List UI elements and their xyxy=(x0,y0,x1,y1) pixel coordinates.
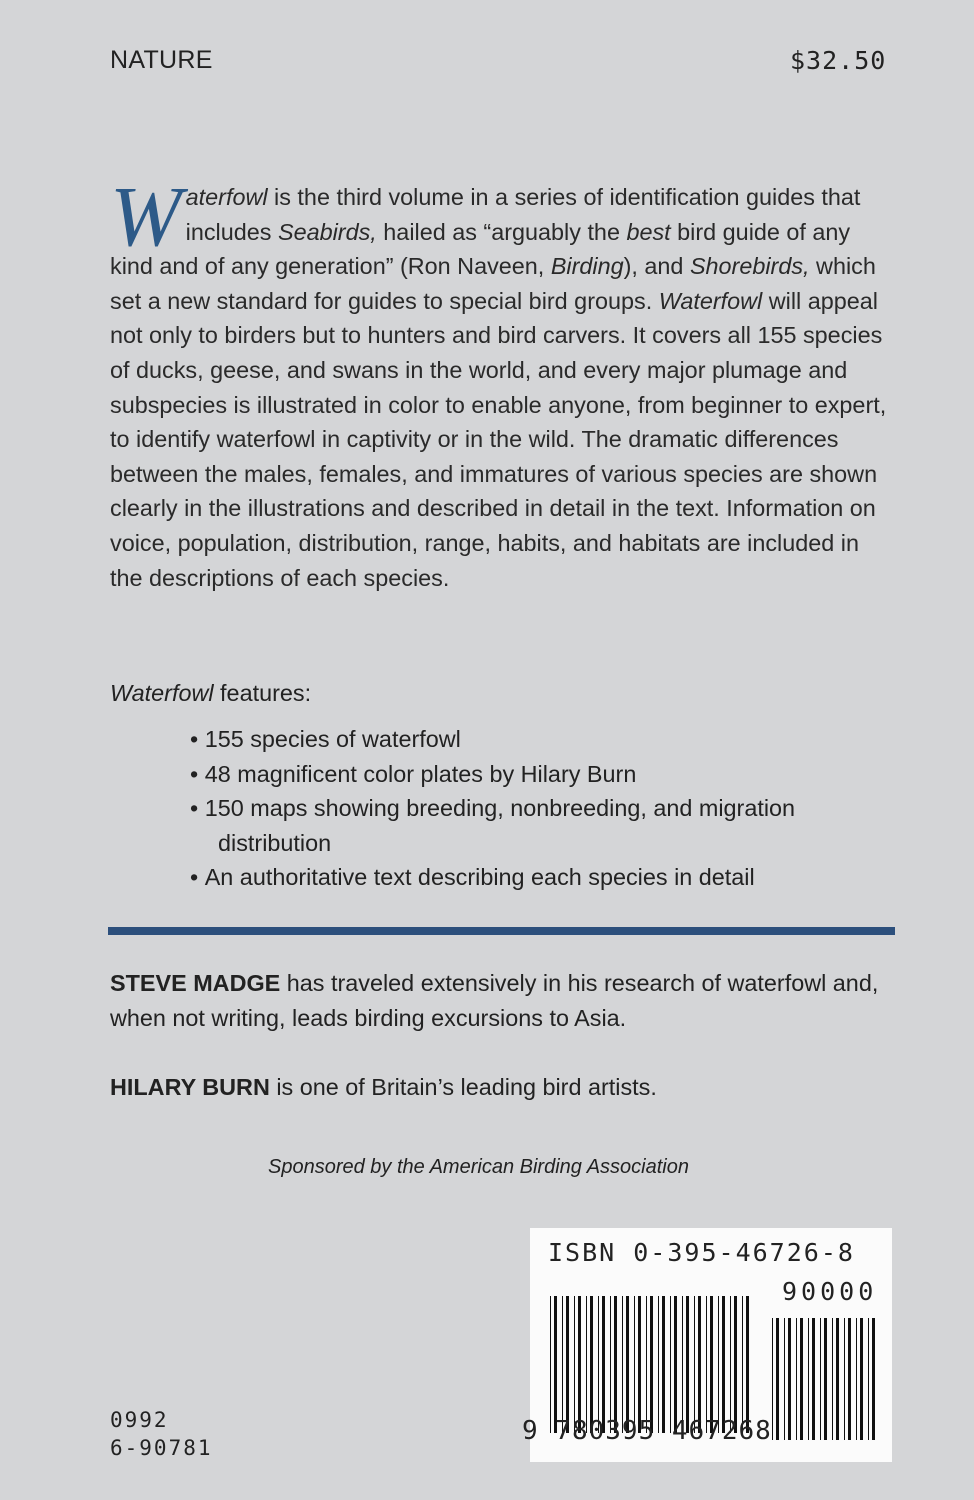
feature-text: 155 species of waterfowl xyxy=(204,726,461,752)
barcode-bar xyxy=(734,1296,737,1433)
intro-segment: Shorebirds, xyxy=(689,253,810,280)
barcode-bar xyxy=(872,1318,875,1440)
features-list xyxy=(190,722,890,895)
barcode-bar xyxy=(638,1296,641,1433)
divider-rule xyxy=(108,927,895,935)
illustrator-bio-text: is one of Britain’s leading bird artists. xyxy=(269,1074,657,1100)
intro-segment: best xyxy=(626,218,671,245)
feature-item: • 48 magnificent color plates by Hilary Burn xyxy=(190,760,637,787)
barcode-bar xyxy=(646,1296,647,1433)
barcode-bar xyxy=(836,1318,839,1440)
barcode-bar xyxy=(860,1318,863,1440)
feature-text: An authoritative text describing each species in detail xyxy=(204,864,755,891)
barcode-bar xyxy=(598,1296,599,1433)
feature-text: 150 maps showing breeding, nonbreeding, and migration distribution xyxy=(204,795,796,856)
intro-segment: is the third volume in a series of identification guides that includes xyxy=(185,184,861,245)
barcode-bar xyxy=(844,1318,845,1440)
barcode-bar xyxy=(784,1318,785,1440)
barcode-bar xyxy=(562,1296,563,1433)
author-bio xyxy=(110,966,890,1035)
features-heading xyxy=(110,680,311,707)
barcode-bar xyxy=(634,1296,635,1433)
barcode-bar xyxy=(674,1296,677,1433)
barcode-bar xyxy=(554,1296,557,1433)
barcode-bar xyxy=(614,1296,617,1433)
barcode-bar xyxy=(832,1318,833,1440)
barcode-bar xyxy=(586,1296,587,1433)
intro-segment: aterfowl xyxy=(185,184,268,210)
price-addon-code: 90000 xyxy=(782,1277,878,1306)
barcode-bar xyxy=(722,1296,725,1433)
barcode-bar xyxy=(808,1318,809,1440)
barcode-bar xyxy=(574,1296,575,1433)
intro-segment: hailed as “arguably the xyxy=(376,218,627,245)
intro-segment: Seabirds, xyxy=(277,218,377,245)
barcode-bar xyxy=(868,1318,869,1440)
features-heading-title: Waterfowl xyxy=(110,680,214,706)
barcode-bar xyxy=(566,1296,569,1433)
barcode-bar xyxy=(602,1296,605,1433)
intro-paragraph xyxy=(110,168,890,595)
isbn-number: ISBN 0-395-46726-8 xyxy=(548,1238,855,1267)
feature-item: • An authoritative text describing each species in detail xyxy=(190,864,755,891)
barcode-bar xyxy=(718,1296,719,1433)
barcode-bar xyxy=(698,1296,701,1433)
barcode-bar xyxy=(650,1296,653,1433)
barcode-bar xyxy=(824,1318,827,1440)
barcode-bar xyxy=(788,1318,791,1440)
barcode-bar xyxy=(820,1318,821,1440)
barcode-bar xyxy=(670,1296,671,1433)
barcode-bar xyxy=(622,1296,623,1433)
barcode-bar xyxy=(746,1296,749,1433)
sponsor-line: Sponsored by the American Birding Association xyxy=(268,1156,689,1178)
features-heading-rest: features: xyxy=(213,680,312,706)
barcode-bar xyxy=(776,1318,779,1440)
author-bio-text: has traveled extensively in his research of waterfowl and, when not writing, leads birding excursions to Asia. xyxy=(110,970,879,1031)
barcode-bar xyxy=(550,1296,551,1433)
intro-segment: Waterfowl xyxy=(658,287,763,314)
barcode-bar xyxy=(686,1296,689,1433)
category-label: NATURE xyxy=(110,46,213,74)
barcode-bar xyxy=(710,1296,713,1433)
barcode-bar xyxy=(848,1318,851,1440)
feature-item: • 155 species of waterfowl xyxy=(190,726,461,752)
barcode-bar xyxy=(658,1296,659,1433)
drop-cap: W xyxy=(110,168,182,264)
intro-segment: will appeal not only to birders but to hunters and bird carvers. It covers all 155 species of ducks, geese, and swans in the world, and every major plumage and subspecies is illustrated in color to enable anyone, from beginner to expert, to identify waterfowl in captivity or in the wild. The dramatic differences between the males, females, and immatures of various species are shown clearly in the illustrations and described in detail in the text. Information on voice, population, distribution, range, habits, and habitats are included in the descriptions of each species. xyxy=(110,287,887,591)
barcode-bar xyxy=(626,1296,629,1433)
intro-segment: ), and xyxy=(623,253,690,280)
barcode-bar xyxy=(742,1296,743,1433)
intro-segment: Birding xyxy=(550,253,624,280)
barcode-bar xyxy=(662,1296,665,1433)
barcode-bar xyxy=(800,1318,803,1440)
product-code-2: 6-90781 xyxy=(110,1436,213,1460)
intro-segment: which set a new standard for guides to special bird groups. xyxy=(110,253,876,314)
barcode-bar xyxy=(610,1296,611,1433)
ean-number: 9 780395 467268 xyxy=(522,1416,772,1446)
barcode-bar xyxy=(796,1318,797,1440)
barcode-bar xyxy=(772,1318,773,1440)
barcode-bar xyxy=(812,1318,815,1440)
barcode-bar xyxy=(730,1296,731,1433)
barcode-bar xyxy=(590,1296,593,1433)
product-code-1: 0992 xyxy=(110,1408,169,1432)
barcode-bar xyxy=(682,1296,683,1433)
intro-segment: bird guide of any kind and of any generation” (Ron Naveen, xyxy=(110,218,851,280)
illustrator-bio xyxy=(110,1070,890,1105)
price: $32.50 xyxy=(790,46,887,75)
barcode-bar xyxy=(706,1296,707,1433)
intro-text xyxy=(110,168,887,591)
barcode-bar xyxy=(856,1318,857,1440)
barcode-bar xyxy=(578,1296,581,1433)
feature-item: • 150 maps showing breeding, nonbreeding, and migration distribution xyxy=(190,795,796,856)
feature-text: 48 magnificent color plates by Hilary Burn xyxy=(204,760,637,787)
barcode-bar xyxy=(694,1296,695,1433)
illustrator-name: HILARY BURN xyxy=(110,1074,270,1100)
author-name: STEVE MADGE xyxy=(110,970,281,996)
